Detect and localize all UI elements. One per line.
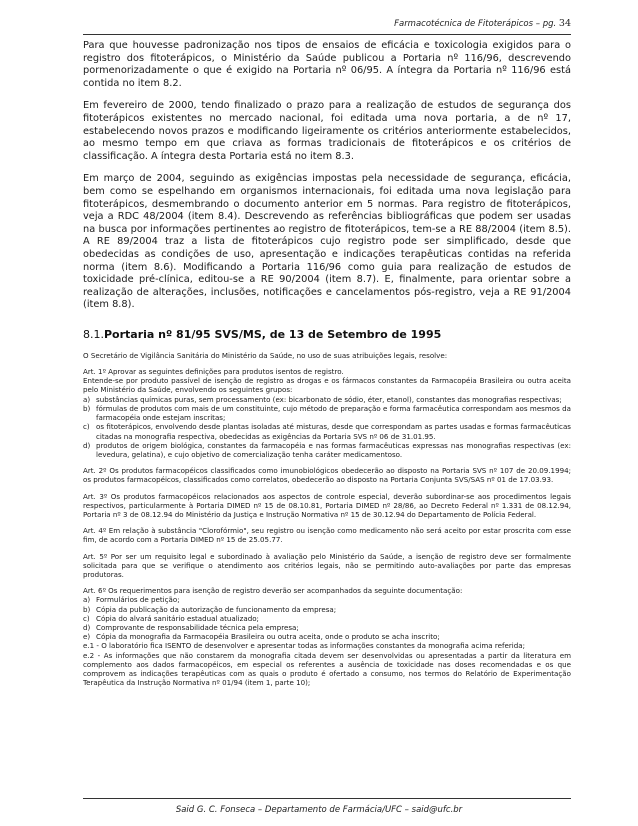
list-item: a) Formulários de petição;: [83, 595, 180, 605]
list-item: c) Cópia do alvará sanitário estadual atualizado;: [83, 613, 259, 623]
list-item: e) Cópia da monografia da Farmacopéia Brasileira ou outra aceita, onde o produto se acha inscrito;: [83, 632, 440, 642]
article-6-e2: e.2 - As informações que não constarem da monografia citada devem ser desenvolvidas ou apresentadas a partir da literatura em complemento aos dados farmacopéicos, em especial os referentes a ausência de toxicidade nas doses recomendadas e os que comprovem as indicações terapêuticas com as quais o produto é ofertado a consumo, nos termos do Relatório de Experimentação Terapêutica da Instrução Normativa nº 01/94 (item 1, parte 10);: [83, 650, 571, 688]
paragraph-portaria-116: Para que houvesse padronização nos tipos de ensaios de eficácia e toxicologia exigidos para o registro dos fitoterápicos, o Ministério da Saúde publicou a Portaria nº 116/96, descrevendo pormenorizadamente o que é exigido na Portaria nº 06/95. A íntegra da Portaria nº 116/96 está contida no item 8.2.: [83, 40, 571, 89]
document-body: [83, 40, 571, 694]
article-6-head: Art. 6º Os requerimentos para isenção de registro deverão ser acompanhados da seguinte documentação:: [83, 586, 463, 596]
section-number: 8.1.: [83, 327, 104, 341]
article-1-text: Entende-se por produto passível de isenção de registro as drogas e os fármacos constantes da Farmacopéia Brasileira ou outra aceita pelo Ministério da Saúde, envolvendo os seguintes grupos:: [83, 376, 571, 395]
article-6: [83, 586, 571, 687]
article-1: [83, 367, 571, 459]
section-heading: [83, 328, 571, 342]
paragraph-legislacao-2004: Em março de 2004, seguindo as exigências impostas pela necessidade de segurança, eficácia, bem como se espelhando em organismos internacionais, foi editada uma nova legislação para fitoterápicos, desmembrando o documento anterior em 5 normas. Para registro de fitoterápicos, veja a RDC 48/2004 (item 8.4). Descrevendo as referências bibliográficas que podem ser usadas na busca por informações pertinentes ao registro de fitoterápicos, tem-se a RE 88/2004 (item 8.5). A RE 89/2004 traz a lista de fitoterápicos cujo registro pode ser simplificado, desde que obedecidas as condições de uso, apresentação e indicações terapêuticas contidas na referida norma (item 8.6). Modificando a Portaria 116/96 como guia para realização de estudos de toxicidade pré-clínica, editou-se a RE 90/2004 (item 8.7). E, finalmente, para orientar sobre a realização de alterações, inclusões, notificações e cancelamentos pós-registro, veja a RE 91/2004 (item 8.8).: [83, 173, 571, 311]
intro-text: O Secretário de Vigilância Sanitária do Ministério da Saúde, no uso de suas atribuições legais, resolve:: [83, 350, 448, 360]
article-1-head: Art. 1º Aprovar as seguintes definições para produtos isentos de registro.: [83, 367, 344, 377]
article-2: Art. 2º Os produtos farmacopéicos classificados como imunobiológicos obedecerão ao disposto na Portaria SVS nº 107 de 20.09.1994; os produtos farmacopéicos, classificados como correlatos, obedecerão ao disposto na Portaria Conjunta SVS/SAS nº 01 de 17.03.93.: [83, 466, 571, 485]
page-number: 34: [558, 18, 571, 29]
page-footer: Said G. C. Fonseca – Departamento de Farmácia/UFC – said@ufc.br: [175, 805, 463, 815]
section-title: Portaria nº 81/95 SVS/MS, de 13 de Setembro de 1995: [104, 327, 442, 341]
article-6-e1: e.1 - O laboratório fica ISENTO de desenvolver e apresentar todas as informações constantes da monografia acima referida;: [83, 641, 525, 651]
list-item: d) produtos de origem biológica, constantes da farmacopéia e nas formas farmacêuticas expressas nas monografias respectivas (ex: levedura, gelatina), e cujo objetivo de comercialização tenha caráter medicamentoso.: [83, 440, 571, 459]
header-rule: [83, 34, 571, 35]
list-item: c) os fitoterápicos, envolvendo desde plantas isoladas até misturas, desde que correspondam as partes usadas e formas farmacêuticas citadas na monografia respectiva, obedecidas as exigências da Portaria SVS nº 06 de 31.01.95.: [83, 422, 571, 441]
list-item: b) Cópia da publicação da autorização de funcionamento da empresa;: [83, 604, 337, 614]
list-item: a) substâncias químicas puras, sem processamento (ex: bicarbonato de sódio, éter, etanol), constantes das monografias respectivas;: [83, 394, 562, 404]
article-5: Art. 5º Por ser um requisito legal e subordinado à avaliação pelo Ministério da Saúde, a isenção de registro deve ser formalmente solicitada para que se verifique o atendimento aos critérios legais, não se permitindo auto-avaliações por parte das empresas produtoras.: [83, 551, 571, 579]
list-item: d) Comprovante de responsabilidade técnica pela empresa;: [83, 622, 299, 632]
list-item: b) fórmulas de produtos com mais de um constituinte, cujo método de preparação e forma farmacêutica correspondam aos mesmos da farmacopéia onde estejam inscritas;: [83, 403, 571, 423]
header-title: Farmacotécnica de Fitoterápicos – pg.: [394, 19, 557, 29]
footer-rule: [83, 798, 571, 799]
paragraph-portaria-17: Em fevereiro de 2000, tendo finalizado o prazo para a realização de estudos de segurança dos fitoterápicos existentes no mercado nacional, foi editada uma nova portaria, a de nº 17, estabelecendo novos prazos e modificando ligeiramente os critérios anteriormente estabelecidos, ao mesmo tempo em que criava as formas tradicionais de fitoterápicos e os critérios de classificação. A íntegra desta Portaria está no item 8.3.: [83, 100, 571, 162]
page-header: [394, 18, 571, 29]
article-3: Art. 3º Os produtos farmacopéicos relacionados aos aspectos de controle especial, deverão subordinar-se aos procedimentos legais respectivos, particularmente à Portaria DIMED nº 15 de 08.10.81, Portaria DIMED nº 28/86, ao Decreto Federal nº 1.331 de 08.12.94, Portaria nº 3 de 08.12.94 do Ministério da Justiça e Instrução Normativa nº 15 de 30.12.94 do Departamento de Polícia Federal.: [83, 491, 571, 519]
article-4: Art. 4º Em relação à substância "Clorofórmio", seu registro ou isenção como medicamento não será aceito por estar proscrita com esse fim, de acordo com a Portaria DIMED nº 15 de 25.05.77.: [83, 526, 571, 545]
